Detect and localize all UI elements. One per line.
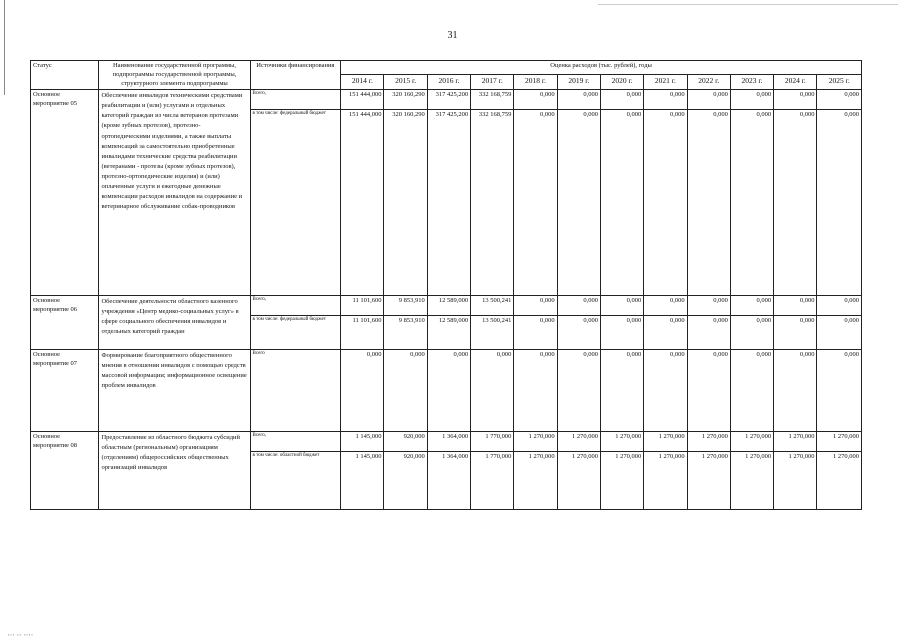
value-cell: 920,000 [384, 452, 427, 510]
header-row [31, 61, 862, 75]
value-cell: 0,000 [341, 350, 384, 432]
value-cell: 0,000 [427, 350, 470, 432]
value-cell: 9 853,910 [384, 296, 427, 316]
row-name: Обеспечение инвалидов техническими средствами реабилитации и (или) услугами и отдельных категорий граждан из числа ветеранов протезами (кроме зубных протезов), протезно-ортопедическими изделиями, а также выплаты компенсаций за самостоятельно приобретенные инвалидами технические средства реабилитации (ветеранами - протезы (кроме зубных протезов), протезно-ортопедические изделия) и (или) оплаченные услуги и ежегодные денежные компенсации расходов инвалидов на содержание и ветеринарное обслуживание собак-проводников [99, 90, 250, 296]
row-status: Основное мероприятие 05 [31, 90, 99, 296]
year-2022: 2022 г. [687, 74, 730, 89]
value-cell: 1 145,000 [341, 432, 384, 452]
table-row [31, 296, 862, 316]
value-cell: 0,000 [600, 296, 643, 316]
value-cell: 0,000 [557, 90, 600, 110]
value-cell: 0,000 [730, 90, 773, 110]
value-cell: 0,000 [514, 90, 557, 110]
source-label: Всего, [250, 296, 341, 316]
value-cell: 0,000 [817, 350, 862, 432]
header-name: Наименование государственной программы, подпрограммы государственной программы, структурного элемента подпрограммы [99, 61, 250, 90]
margin-line [4, 0, 5, 95]
value-cell: 320 160,290 [384, 90, 427, 110]
value-cell: 1 270,000 [687, 452, 730, 510]
row-status: Основное мероприятие 08 [31, 432, 99, 510]
value-cell: 1 270,000 [600, 452, 643, 510]
value-cell: 0,000 [514, 296, 557, 316]
value-cell: 0,000 [471, 350, 514, 432]
value-cell: 0,000 [774, 296, 817, 316]
value-cell: 0,000 [730, 316, 773, 350]
value-cell: 0,000 [730, 110, 773, 296]
source-label: в том числе: федеральный бюджет [250, 110, 341, 296]
value-cell: 0,000 [817, 296, 862, 316]
value-cell: 0,000 [644, 296, 687, 316]
year-2025: 2025 г. [817, 74, 862, 89]
value-cell: 12 589,000 [427, 316, 470, 350]
table-row [31, 432, 862, 452]
value-cell: 317 425,200 [427, 110, 470, 296]
year-2018: 2018 г. [514, 74, 557, 89]
row-name: Обеспечение деятельности областного казенного учреждения «Центр медико-социальных услуг» в сфере социального обеспечения инвалидов и отдельных категорий граждан [99, 296, 250, 350]
source-label: Всего, [250, 90, 341, 110]
value-cell: 1 270,000 [644, 452, 687, 510]
value-cell: 0,000 [514, 110, 557, 296]
value-cell: 320 160,290 [384, 110, 427, 296]
value-cell: 0,000 [557, 110, 600, 296]
value-cell: 1 270,000 [817, 452, 862, 510]
value-cell: 0,000 [774, 316, 817, 350]
value-cell: 0,000 [514, 350, 557, 432]
year-2021: 2021 г. [644, 74, 687, 89]
value-cell: 9 853,910 [384, 316, 427, 350]
page-number: 31 [447, 30, 458, 41]
value-cell: 0,000 [687, 90, 730, 110]
value-cell: 11 101,600 [341, 316, 384, 350]
value-cell: 11 101,600 [341, 296, 384, 316]
value-cell: 0,000 [557, 296, 600, 316]
value-cell: 0,000 [774, 90, 817, 110]
value-cell: 0,000 [600, 316, 643, 350]
value-cell: 920,000 [384, 432, 427, 452]
value-cell: 1 364,000 [427, 432, 470, 452]
header-status: Статус [31, 61, 99, 90]
scan-footer-mark: ▪▪▪ ▪▪ ▪▪▪▪ [8, 632, 34, 637]
value-cell: 0,000 [817, 110, 862, 296]
value-cell: 12 589,000 [427, 296, 470, 316]
year-2015: 2015 г. [384, 74, 427, 89]
value-cell: 1 270,000 [557, 432, 600, 452]
value-cell: 1 770,000 [471, 452, 514, 510]
value-cell: 0,000 [817, 316, 862, 350]
value-cell: 13 500,241 [471, 296, 514, 316]
budget-table [30, 60, 862, 510]
year-2014: 2014 г. [341, 74, 384, 89]
value-cell: 0,000 [730, 296, 773, 316]
value-cell: 332 168,759 [471, 110, 514, 296]
value-cell: 1 270,000 [774, 452, 817, 510]
row-name: Предоставление из областного бюджета субсидий областным (региональным) организациям (отделениям) общероссийских общественных организаций инвалидов [99, 432, 250, 510]
row-status: Основное мероприятие 07 [31, 350, 99, 432]
value-cell: 1 270,000 [514, 432, 557, 452]
source-label: Всего [250, 350, 341, 432]
value-cell: 0,000 [384, 350, 427, 432]
value-cell: 1 270,000 [730, 452, 773, 510]
value-cell: 0,000 [730, 350, 773, 432]
value-cell: 0,000 [817, 90, 862, 110]
value-cell: 0,000 [644, 316, 687, 350]
value-cell: 0,000 [687, 110, 730, 296]
value-cell: 332 168,759 [471, 90, 514, 110]
value-cell: 1 270,000 [557, 452, 600, 510]
value-cell: 0,000 [644, 90, 687, 110]
value-cell: 0,000 [644, 110, 687, 296]
year-2020: 2020 г. [600, 74, 643, 89]
value-cell: 1 270,000 [817, 432, 862, 452]
value-cell: 0,000 [644, 350, 687, 432]
value-cell: 0,000 [514, 316, 557, 350]
value-cell: 0,000 [557, 350, 600, 432]
value-cell: 0,000 [557, 316, 600, 350]
header-source: Источники финансирования [250, 61, 341, 90]
row-status: Основное мероприятие 06 [31, 296, 99, 350]
source-label: в том числе: федеральный бюджет [250, 316, 341, 350]
value-cell: 151 444,000 [341, 110, 384, 296]
value-cell: 0,000 [687, 316, 730, 350]
value-cell: 1 270,000 [644, 432, 687, 452]
value-cell: 0,000 [600, 110, 643, 296]
value-cell: 13 500,241 [471, 316, 514, 350]
top-rule [598, 4, 898, 5]
header-estimate: Оценка расходов (тыс. рублей), годы [341, 61, 862, 75]
value-cell: 1 270,000 [687, 432, 730, 452]
value-cell: 1 270,000 [600, 432, 643, 452]
year-2019: 2019 г. [557, 74, 600, 89]
value-cell: 0,000 [600, 90, 643, 110]
source-label: Всего, [250, 432, 341, 452]
value-cell: 1 145,000 [341, 452, 384, 510]
value-cell: 0,000 [687, 296, 730, 316]
year-2023: 2023 г. [730, 74, 773, 89]
value-cell: 0,000 [774, 350, 817, 432]
value-cell: 1 270,000 [774, 432, 817, 452]
year-2016: 2016 г. [427, 74, 470, 89]
value-cell: 317 425,200 [427, 90, 470, 110]
year-2017: 2017 г. [471, 74, 514, 89]
table-row [31, 90, 862, 110]
value-cell: 0,000 [774, 110, 817, 296]
table-row [31, 350, 862, 432]
value-cell: 151 444,000 [341, 90, 384, 110]
value-cell: 1 270,000 [730, 432, 773, 452]
source-label: в том числе: областной бюджет [250, 452, 341, 510]
row-name: Формирование благоприятного общественного мнения в отношении инвалидов с помощью средств массовой информации; информационное освещение проблем инвалидов [99, 350, 250, 432]
value-cell: 0,000 [687, 350, 730, 432]
value-cell: 1 270,000 [514, 452, 557, 510]
value-cell: 1 770,000 [471, 432, 514, 452]
value-cell: 1 364,000 [427, 452, 470, 510]
year-2024: 2024 г. [774, 74, 817, 89]
value-cell: 0,000 [600, 350, 643, 432]
